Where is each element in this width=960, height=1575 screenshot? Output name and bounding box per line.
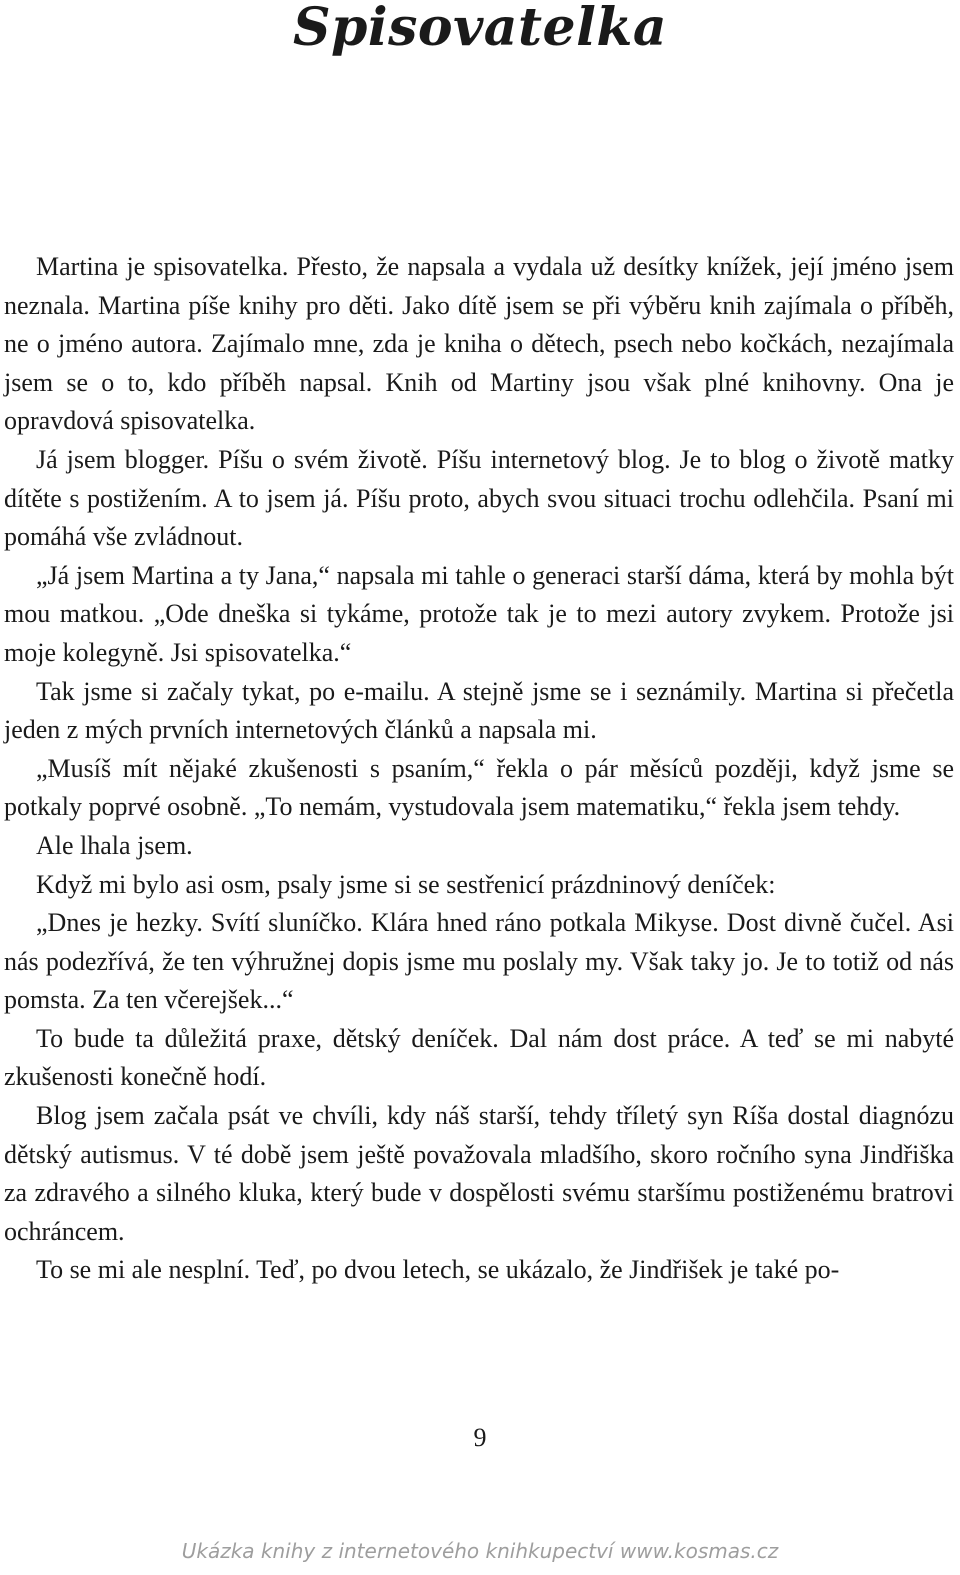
page-number: 9 — [473, 1423, 487, 1452]
paragraph: Tak jsme si začaly tykat, po e-mailu. A stejně jsme se i seznámily. Martina si přečetla jeden z mých prvních internetových článků a napsala mi. — [4, 676, 954, 745]
body-text — [4, 248, 954, 1290]
watermark-footer: Ukázka knihy z internetového knihkupectví www.kosmas.cz — [181, 1539, 779, 1563]
paragraph: Když mi bylo asi osm, psaly jsme si se sestřenicí prázdninový deníček: — [36, 869, 776, 899]
paragraph: „Musíš mít nějaké zkušenosti s psaním,“ řekla o pár měsíců později, když jsme se potkaly poprvé osobně. „To nemám, vystudovala jsem matematiku,“ řekla jsem tehdy. — [4, 753, 954, 822]
paragraph: Martina je spisovatelka. Přesto, že napsala a vydala už desítky knížek, její jméno jsem neznala. Martina píše knihy pro děti. Jako dítě jsem se při výběru knih zajímala o příběh, ne o jméno autora. Zajímalo mne, zda je kniha o dětech, psech nebo kočkách, nezajímala jsem se o to, kdo příběh napsal. Knih od Martiny jsou však plné knihovny. Ona je opravdová spisovatelka. — [4, 252, 954, 436]
paragraph: „Já jsem Martina a ty Jana,“ napsala mi tahle o generaci starší dáma, která by mohla být mou matkou. „Ode dneška si tykáme, protože tak je to mezi autory zvykem. Protože jsi moje kolegyně. Jsi spisovatelka.“ — [4, 560, 954, 667]
paragraph: To bude ta důležitá praxe, dětský deníček. Dal nám dost práce. A teď se mi nabyté zkušenosti konečně hodí. — [4, 1023, 954, 1092]
paragraph: Já jsem blogger. Píšu o svém životě. Píšu internetový blog. Je to blog o životě matky dítěte s postižením. A to jsem já. Píšu proto, abych svou situaci trochu odlehčila. Psaní mi pomáhá vše zvládnout. — [4, 444, 954, 552]
paragraph: „Dnes je hezky. Svítí sluníčko. Klára hned ráno potkala Mikyse. Dost divně čučel. Asi nás podezřívá, že ten výhružnej dopis jsme mu poslaly my. Však taky jo. Je to totiž od nás pomsta. Za ten včerejšek...“ — [4, 908, 954, 1015]
paragraph: Blog jsem začala psát ve chvíli, kdy náš starší, tehdy tříletý syn Ríša dostal diagnózu dětský autismus. V té době jsem ještě považovala mladšího, skoro ročního syna Jindřiška za zdravého a silného kluka, který bude v dospělosti svému staršímu postiženému bratrovi ochráncem. — [4, 1101, 954, 1246]
paragraph: To se mi ale nesplní. Teď, po dvou letech, se ukázalo, že Jindřišek je také po- — [36, 1255, 840, 1285]
paragraph: Ale lhala jsem. — [36, 830, 193, 860]
page-title: Spisovatelka — [292, 0, 668, 58]
